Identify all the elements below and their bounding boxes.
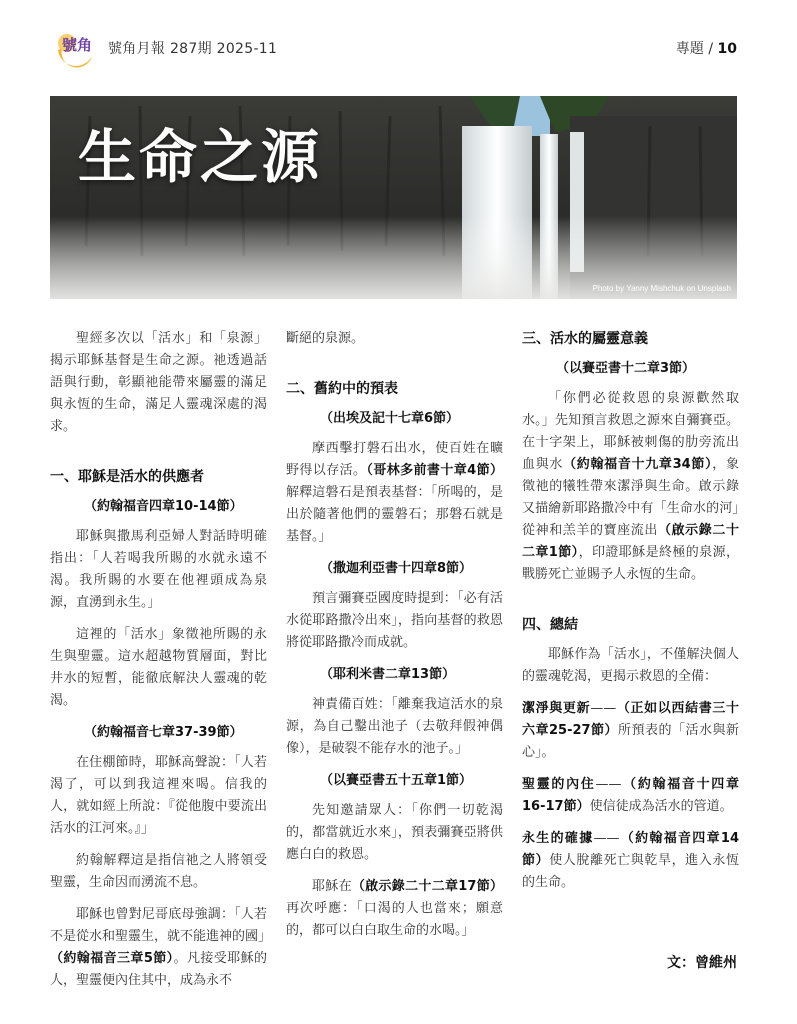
- inline-ref: （約翰福音三章5節）: [50, 951, 174, 966]
- summary-item-spirit: 聖靈的內住——（約翰福音十四章16-17節）使信徒成為活水的管道。: [522, 777, 739, 814]
- ref-isaiah-55: （以賽亞書五十五章1節）: [320, 773, 473, 788]
- ref-zechariah-14: （撒迦利亞書十四章8節）: [320, 561, 473, 576]
- paragraph: 摩西擊打磐石出水，使百姓在曠野得以存活。（哥林多前書十章4節）解釋這磐石是預表基督：「所喝的，是出於隨著他們的靈磐石；那磐石就是基督。」: [286, 441, 503, 544]
- paragraph: 耶穌在（啟示錄二十二章17節）再次呼應：「口渴的人也當來；願意的，都可以白白取生命的水喝。」: [286, 879, 503, 938]
- ref-john-7: （約翰福音七章37-39節）: [84, 725, 243, 740]
- article-title: 生命之源: [78, 123, 323, 191]
- summary-item-cleansing: 潔淨與更新——（正如以西結書三十六章25-27節）所預表的「活水與新心」。: [522, 701, 739, 760]
- column-3: [522, 328, 739, 904]
- heading-4: 四、總結: [522, 617, 578, 633]
- author-byline: 文：曾維州: [667, 955, 737, 971]
- section-name: 專題 /: [675, 41, 718, 57]
- ref-john-4: （約翰福音四章10-14節）: [84, 499, 243, 514]
- column-2: [286, 328, 503, 952]
- column-1: [50, 328, 272, 1002]
- page-number: 10: [717, 41, 737, 57]
- paragraph-continued: 斷絕的泉源。: [286, 331, 365, 346]
- paragraph: 神責備百姓：「離棄我這活水的泉源，為自己鑿出池子（去敬拜假神偶像），是破裂不能存水的池子。」: [286, 697, 503, 756]
- heading-1: 一、耶穌是活水的供應者: [50, 469, 204, 485]
- paragraph: 先知邀請眾人：「你們一切乾渴的，都當就近水來」，預表彌賽亞將供應白白的救恩。: [286, 803, 503, 862]
- ref-exodus-17: （出埃及記十七章6節）: [320, 411, 460, 426]
- ref-jeremiah-2: （耶利米書二章13節）: [320, 667, 456, 682]
- paragraph: 預言彌賽亞國度時提到：「必有活水從耶路撒冷出來」，指向基督的救恩將從耶路撒冷而成就。: [286, 591, 503, 650]
- photo-credit: Photo by Yanny Mishchuk on Unsplash: [592, 284, 731, 293]
- section-label: [676, 38, 737, 58]
- page-header: [0, 0, 797, 90]
- inline-ref: （哥林多前書十章4節）: [366, 463, 503, 478]
- inline-ref: （啟示錄二十二章1節）: [522, 523, 739, 560]
- inline-ref: （啟示錄二十二章17節）: [351, 879, 503, 894]
- ref-isaiah-12: （以賽亞書十二章3節）: [556, 361, 696, 376]
- paragraph: 在住棚節時，耶穌高聲說：「人若渴了，可以到我這裡來喝。信我的人，就如經上所說：『從他腹中要流出活水的江河來。』」: [50, 755, 267, 836]
- hero-image: [50, 96, 737, 299]
- paragraph: 耶穌也曾對尼哥底母強調：「人若不是從水和聖靈生，就不能進神的國」（約翰福音三章5節）。凡接受耶穌的人，聖靈便內住其中，成為永不: [50, 907, 272, 988]
- heading-3: 三、活水的屬靈意義: [522, 331, 648, 347]
- paragraph: 耶穌作為「活水」，不僅解決個人的靈魂乾渴，更揭示救恩的全備：: [522, 647, 739, 684]
- masthead-logo-icon: [52, 26, 98, 70]
- paragraph: 「你們必從救恩的泉源歡然取水。」先知預言救恩之源來自彌賽亞。在十字架上，耶穌被刺傷的肋旁流出血與水（約翰福音十九章34節），象徵祂的犧牲帶來潔淨與生命。啟示錄又描繪新耶路撒冷中有「生命水的河」從神和羔羊的寶座流出（啟示錄二十二章1節），印證耶穌是終極的泉源，戰勝死亡並賜予人永恆的生命。: [522, 391, 739, 582]
- masthead: 號角月報 287期 2025-11: [108, 41, 278, 57]
- logo-text: 號角: [62, 36, 93, 54]
- paragraph: 耶穌與撒馬利亞婦人對話時明確指出：「人若喝我所賜的水就永遠不渴。我所賜的水要在他裡頭成為泉源，直湧到永生。」: [50, 529, 267, 610]
- paragraph: 約翰解釋這是指信祂之人將領受聖靈，生命因而湧流不息。: [50, 853, 267, 890]
- summary-item-eternal-life: 永生的確據——（約翰福音四章14節）使人脫離死亡與乾旱，進入永恆的生命。: [522, 831, 739, 890]
- inline-ref: （約翰福音十九章34節）: [563, 457, 713, 472]
- intro-paragraph: 聖經多次以「活水」和「泉源」揭示耶穌基督是生命之源。祂透過話語與行動，彰顯祂能帶來屬靈的滿足與永恆的生命，滿足人靈魂深處的渴求。: [50, 331, 267, 434]
- paragraph: 這裡的「活水」象徵祂所賜的永生與聖靈。這水超越物質層面，對比井水的短暫，能徹底解決人靈魂的乾渴。: [50, 627, 267, 708]
- heading-2: 二、舊約中的預表: [286, 381, 398, 397]
